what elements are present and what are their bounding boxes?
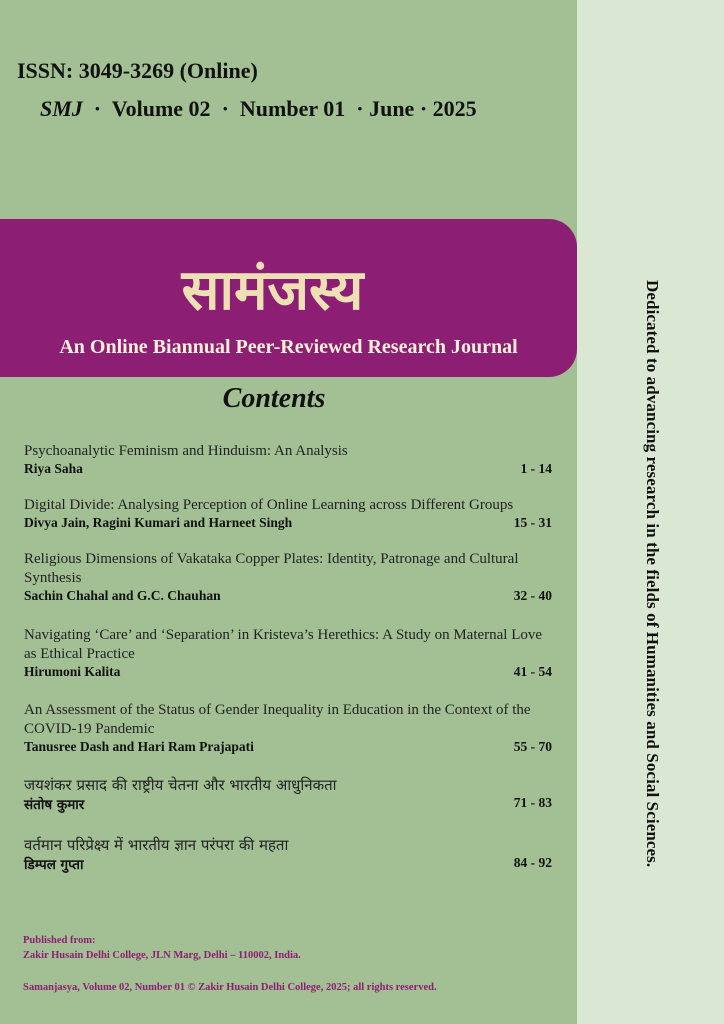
journal-subtitle: An Online Biannual Peer-Reviewed Research Journal <box>59 336 518 358</box>
toc-authors: Tanusree Dash and Hari Ram Prajapati <box>24 739 254 754</box>
toc-title: Digital Divide: Analysing Perception of Online Learning across Different Groups <box>24 497 514 513</box>
volume-line <box>40 96 477 122</box>
side-tagline: Dedicated to advancing research in the fields of Humanities and Social Sciences. <box>643 280 662 868</box>
toc-entry <box>24 496 554 534</box>
toc-authors: संतोष कुमार <box>24 797 85 813</box>
publisher-address: Zakir Husain Delhi College, JLN Marg, Delhi – 110002, India. <box>23 950 301 961</box>
toc-entry <box>24 776 554 814</box>
copyright-line: Samanjasya, Volume 02, Number 01 © Zakir Husain Delhi College, 2025; all rights reserved. <box>23 982 437 993</box>
toc-entry <box>24 701 554 758</box>
journal-abbr: SMJ <box>40 96 83 121</box>
volume: Volume 02 <box>111 96 211 121</box>
toc-title: वर्तमान परिप्रेक्ष्य में भारतीय ज्ञान परंपरा की महता <box>24 836 289 854</box>
toc-pages: 1 - 14 <box>520 461 552 476</box>
toc-entry <box>24 442 554 480</box>
toc-authors: Riya Saha <box>24 461 83 476</box>
toc-authors: Hirumoni Kalita <box>24 664 121 679</box>
separator: · <box>93 96 102 121</box>
toc-title: जयशंकर प्रसाद की राष्ट्रीय चेतना और भारतीय आधुनिकता <box>24 776 337 794</box>
toc-entry <box>24 626 554 683</box>
toc-pages: 71 - 83 <box>513 795 552 810</box>
toc-title: Navigating ‘Care’ and ‘Separation’ in Kristeva’s Herethics: A Study on Maternal Love <box>24 627 543 643</box>
issn: ISSN: 3049-3269 (Online) <box>17 58 258 83</box>
toc-title-cont: as Ethical Practice <box>24 646 135 662</box>
number: Number 01 <box>239 96 346 121</box>
toc-title: Religious Dimensions of Vakataka Copper Plates: Identity, Patronage and Cultural <box>24 551 519 567</box>
toc-authors: डिम्पल गुप्ता <box>24 857 84 873</box>
toc-entry <box>24 836 554 874</box>
side-tagline-wrap <box>577 0 724 1024</box>
toc-pages: 41 - 54 <box>513 664 552 679</box>
toc-title-cont: COVID-19 Pandemic <box>24 721 155 737</box>
toc-authors: Sachin Chahal and G.C. Chauhan <box>24 588 221 603</box>
issue-date: June · 2025 <box>369 96 477 121</box>
toc-entry <box>24 550 554 607</box>
separator: · <box>221 96 229 121</box>
toc-pages: 55 - 70 <box>513 739 552 754</box>
toc-pages: 32 - 40 <box>513 588 552 603</box>
toc-pages: 15 - 31 <box>513 515 552 530</box>
toc-title: Psychoanalytic Feminism and Hinduism: An Analysis <box>24 443 348 459</box>
publisher-label: Published from: <box>23 935 96 946</box>
contents-heading: Contents <box>222 383 326 414</box>
journal-title: सामंजस्य <box>181 258 364 323</box>
toc-title: An Assessment of the Status of Gender Inequality in Education in the Context of the <box>24 702 531 718</box>
publisher-block <box>23 933 301 963</box>
toc-authors: Divya Jain, Ragini Kumari and Harneet Singh <box>24 515 293 530</box>
separator: · <box>356 96 364 121</box>
toc-title-cont: Synthesis <box>24 570 82 586</box>
toc-pages: 84 - 92 <box>513 855 552 870</box>
